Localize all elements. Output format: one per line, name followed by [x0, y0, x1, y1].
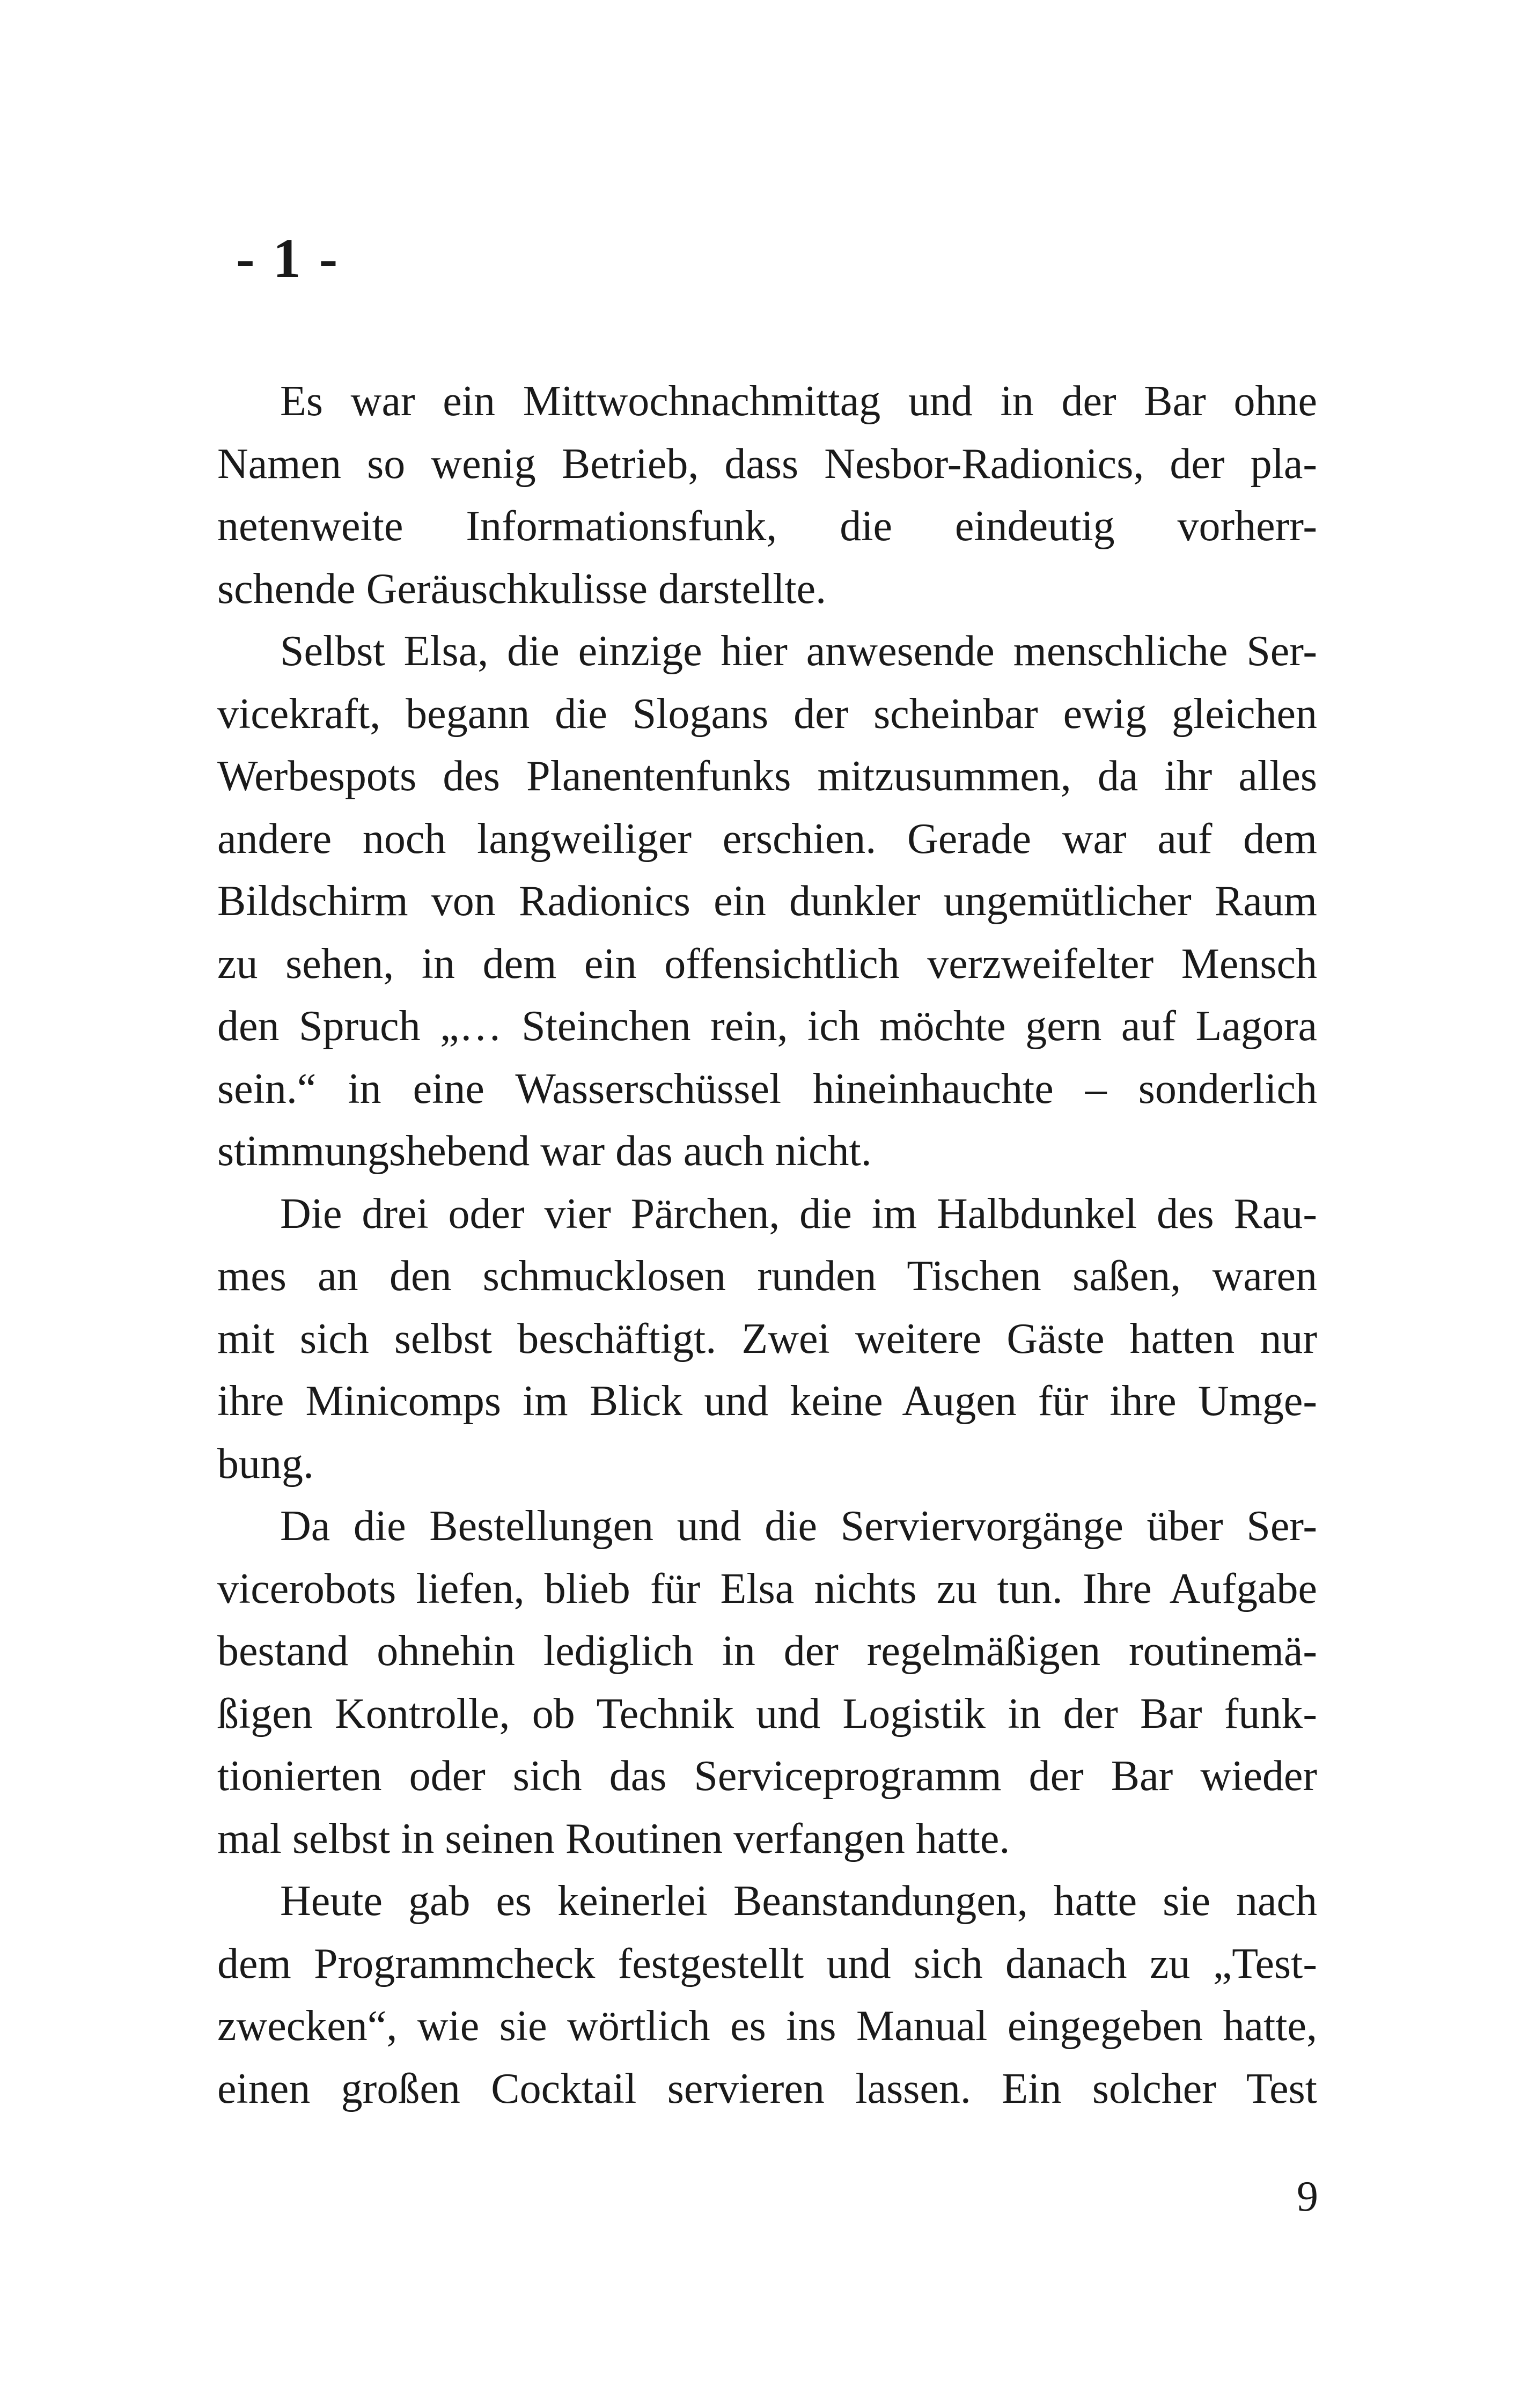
text-line: ihre Minicomps im Blick und keine Augen für ihre Umge-: [217, 1378, 1317, 1425]
text-line: sein.“ in eine Wasserschüssel hineinhauchte – sonderlich: [217, 1065, 1317, 1113]
page-number: 9: [1297, 2173, 1318, 2220]
text-line: stimmungshebend war das auch nicht.: [217, 1128, 872, 1175]
text-line: Heute gab es keinerlei Beanstandungen, hatte sie nach: [280, 1877, 1317, 1925]
text-line: zwecken“, wie sie wörtlich es ins Manual eingegeben hatte,: [217, 2002, 1317, 2050]
text-line: tionierten oder sich das Serviceprogramm der Bar wieder: [217, 1752, 1317, 1800]
text-line: zu sehen, in dem ein offensichtlich verzweifelter Mensch: [217, 940, 1317, 988]
text-line: Selbst Elsa, die einzige hier anwesende menschliche Ser-: [280, 628, 1317, 675]
text-line: mit sich selbst beschäftigt. Zwei weitere Gäste hatten nur: [217, 1315, 1317, 1363]
text-line: ßigen Kontrolle, ob Technik und Logistik in der Bar funk-: [217, 1690, 1317, 1737]
text-line: vicekraft, begann die Slogans der scheinbar ewig gleichen: [217, 690, 1317, 738]
text-line: dem Programmcheck festgestellt und sich danach zu „Test-: [217, 1940, 1317, 1987]
text-line: Die drei oder vier Pärchen, die im Halbdunkel des Rau-: [280, 1190, 1317, 1238]
body-text: [217, 370, 1317, 2120]
text-line: einen großen Cocktail servieren lassen. Ein solcher Test: [217, 2065, 1317, 2112]
text-line: Es war ein Mittwochnachmittag und in der Bar ohne: [280, 378, 1317, 425]
text-line: Namen so wenig Betrieb, dass Nesbor-Radionics, der pla-: [217, 440, 1317, 488]
text-line: Werbespots des Planentenfunks mitzusummen, da ihr alles: [217, 753, 1317, 800]
text-line: den Spruch „… Steinchen rein, ich möchte gern auf Lagora: [217, 1003, 1317, 1050]
text-line: mal selbst in seinen Routinen verfangen hatte.: [217, 1815, 1010, 1862]
text-line: vicerobots liefen, blieb für Elsa nichts zu tun. Ihre Aufgabe: [217, 1565, 1317, 1612]
text-line: mes an den schmucklosen runden Tischen saßen, waren: [217, 1253, 1317, 1300]
text-line: Bildschirm von Radionics ein dunkler ungemütlicher Raum: [217, 878, 1317, 925]
text-line: schende Geräuschkulisse darstellte.: [217, 565, 827, 613]
text-line: andere noch langweiliger erschien. Gerade war auf dem: [217, 815, 1317, 863]
text-line: bung.: [217, 1440, 314, 1487]
text-line: Da die Bestellungen und die Serviervorgänge über Ser-: [280, 1503, 1317, 1550]
text-line: netenweite Informationsfunk, die eindeutig vorherr-: [217, 503, 1317, 550]
text-line: bestand ohnehin lediglich in der regelmäßigen routinemä-: [217, 1628, 1317, 1675]
chapter-heading: - 1 -: [236, 227, 340, 289]
